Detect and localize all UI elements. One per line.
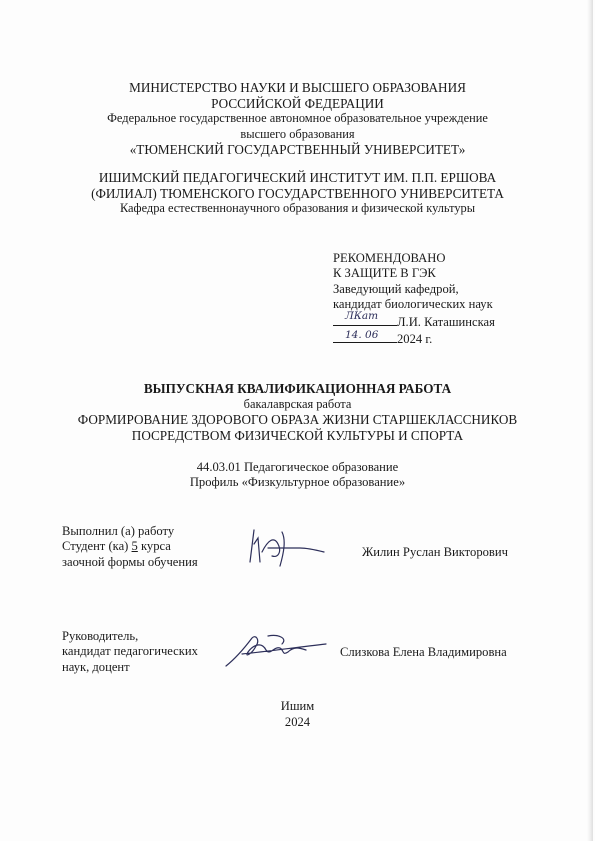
university-name: «ТЮМЕНСКИЙ ГОСУДАРСТВЕННЫЙ УНИВЕРСИТЕТ» bbox=[129, 142, 466, 158]
defense-label: К ЗАЩИТЕ В ГЭК bbox=[333, 266, 436, 281]
country-line: РОССИЙСКОЙ ФЕДЕРАЦИИ bbox=[211, 95, 384, 111]
head-position: Заведующий кафедрой, bbox=[333, 281, 459, 296]
footer-year: 2024 bbox=[284, 714, 311, 729]
supervisor-label-2: кандидат педагогических bbox=[62, 644, 198, 659]
supervisor-label-1: Руководитель, bbox=[62, 629, 139, 643]
title-block bbox=[0, 381, 595, 443]
supervisor-label-3: наук, доцент bbox=[62, 659, 130, 674]
department-name: Кафедра естественнонаучного образования и физической культуры bbox=[119, 201, 476, 216]
student-name: Жилин Руслан Викторович bbox=[362, 545, 508, 559]
date-line bbox=[333, 330, 397, 343]
city: Ишим bbox=[280, 699, 315, 713]
head-degree: кандидат биологических наук bbox=[333, 297, 493, 312]
education-level-line: высшего образования bbox=[240, 126, 355, 141]
student-labels bbox=[62, 524, 198, 570]
degree-type: бакалаврская работа bbox=[243, 396, 352, 411]
date-year: 2024 г. bbox=[397, 332, 433, 347]
institute-line-2: (ФИЛИАЛ) ТЮМЕНСКОГО ГОСУДАРСТВЕННОГО УНИВЕРСИТЕТА bbox=[91, 185, 504, 201]
recommended-label: РЕКОМЕНДОВАНО bbox=[333, 251, 446, 265]
ministry-header bbox=[0, 80, 595, 158]
topic-line-2: ПОСРЕДСТВОМ ФИЗИЧЕСКОЙ КУЛЬТУРЫ И СПОРТА bbox=[131, 427, 464, 443]
institute-header bbox=[0, 170, 595, 217]
supervisor-name: Слизкова Елена Владимировна bbox=[340, 645, 507, 659]
course-number: 5 bbox=[131, 539, 138, 554]
head-signature: ЛКат bbox=[345, 309, 379, 322]
ministry-line: МИНИСТЕРСТВО НАУКИ И ВЫСШЕГО ОБРАЗОВАНИЯ bbox=[129, 80, 466, 95]
supervisor-signature bbox=[222, 628, 332, 674]
date-row bbox=[333, 330, 495, 347]
student-signature bbox=[238, 522, 328, 570]
specialty-code: 44.03.01 Педагогическое образование bbox=[196, 460, 399, 474]
date-handwritten: 14. 06 bbox=[345, 329, 379, 342]
student-label-3: заочной формы обучения bbox=[62, 554, 198, 569]
recommendation-block bbox=[333, 251, 495, 347]
institute-line-1: ИШИМСКИЙ ПЕДАГОГИЧЕСКИЙ ИНСТИТУТ ИМ. П.П. ЕРШОВА bbox=[98, 170, 497, 185]
footer bbox=[0, 699, 595, 730]
topic-line-1: ФОРМИРОВАНИЕ ЗДОРОВОГО ОБРАЗА ЖИЗНИ СТАРШЕКЛАССНИКОВ bbox=[77, 412, 518, 428]
student-label-1: Выполнил (а) работу bbox=[62, 524, 175, 538]
head-signature-line bbox=[333, 309, 397, 326]
work-type-title: ВЫПУСКНАЯ КВАЛИФИКАЦИОННАЯ РАБОТА bbox=[143, 381, 452, 396]
specialty-block bbox=[0, 460, 595, 491]
institution-type-line: Федеральное государственное автономное образовательное учреждение bbox=[107, 111, 488, 126]
supervisor-labels bbox=[62, 629, 198, 675]
student-label-2: Студент (ка) 5 курса bbox=[62, 539, 171, 554]
specialty-profile: Профиль «Физкультурное образование» bbox=[189, 475, 406, 490]
head-name: Л.И. Каташинская bbox=[397, 314, 495, 329]
